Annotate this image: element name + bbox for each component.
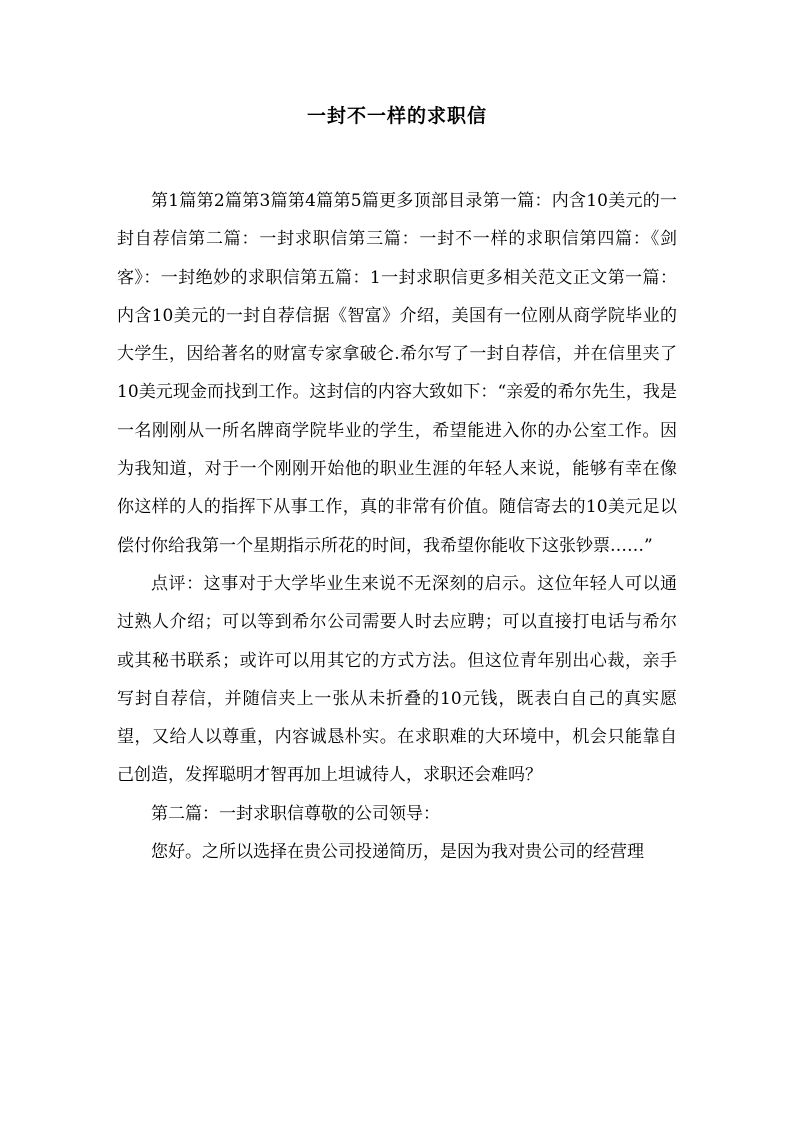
paragraph-1: 第1篇第2篇第3篇第4篇第5篇更多顶部目录第一篇：内含10美元的一封自荐信第二篇：一封求职信第三篇：一封不一样的求职信第四篇：《剑客》：一封绝妙的求职信第五篇：1一封求职信更多相关范文正文第一篇：内含10美元的一封自荐信据《智富》介绍，美国有一位刚从商学院毕业的大学生，因给著名的财富专家拿破仑.希尔写了一封自荐信，并在信里夹了10美元现金而找到工作。这封信的内容大致如下：“亲爱的希尔先生，我是一名刚刚从一所名牌商学院毕业的学生，希望能进入你的办公室工作。因为我知道，对于一个刚刚开始他的职业生涯的年轻人来说，能够有幸在像你这样的人的指挥下从事工作，真的非常有价值。随信寄去的10美元足以偿付你给我第一个星期指示所花的时间，我希望你能收下这张钞票……” [117, 191, 677, 556]
document-title: 一封不一样的求职信 [306, 105, 487, 127]
paragraph-2: 点评：这事对于大学毕业生来说不无深刻的启示。这位年轻人可以通过熟人介绍；可以等到希尔公司需要人时去应聘；可以直接打电话与希尔或其秘书联系；或许可以用其它的方式方法。但这位青年别出心裁，亲手写封自荐信，并随信夹上一张从未折叠的10元钱，既表白自己的真实愿望，又给人以尊重，内容诚恳朴实。在求职难的大环境中，机会只能靠自己创造，发挥聪明才智再加上坦诚待人，求职还会难吗？ [117, 573, 677, 786]
paragraph-3: 第二篇：一封求职信尊敬的公司领导： [151, 803, 440, 824]
paragraph-4: 您好。之所以选择在贵公司投递简历，是因为我对贵公司的经营理 [151, 842, 644, 863]
document-body [117, 182, 677, 871]
